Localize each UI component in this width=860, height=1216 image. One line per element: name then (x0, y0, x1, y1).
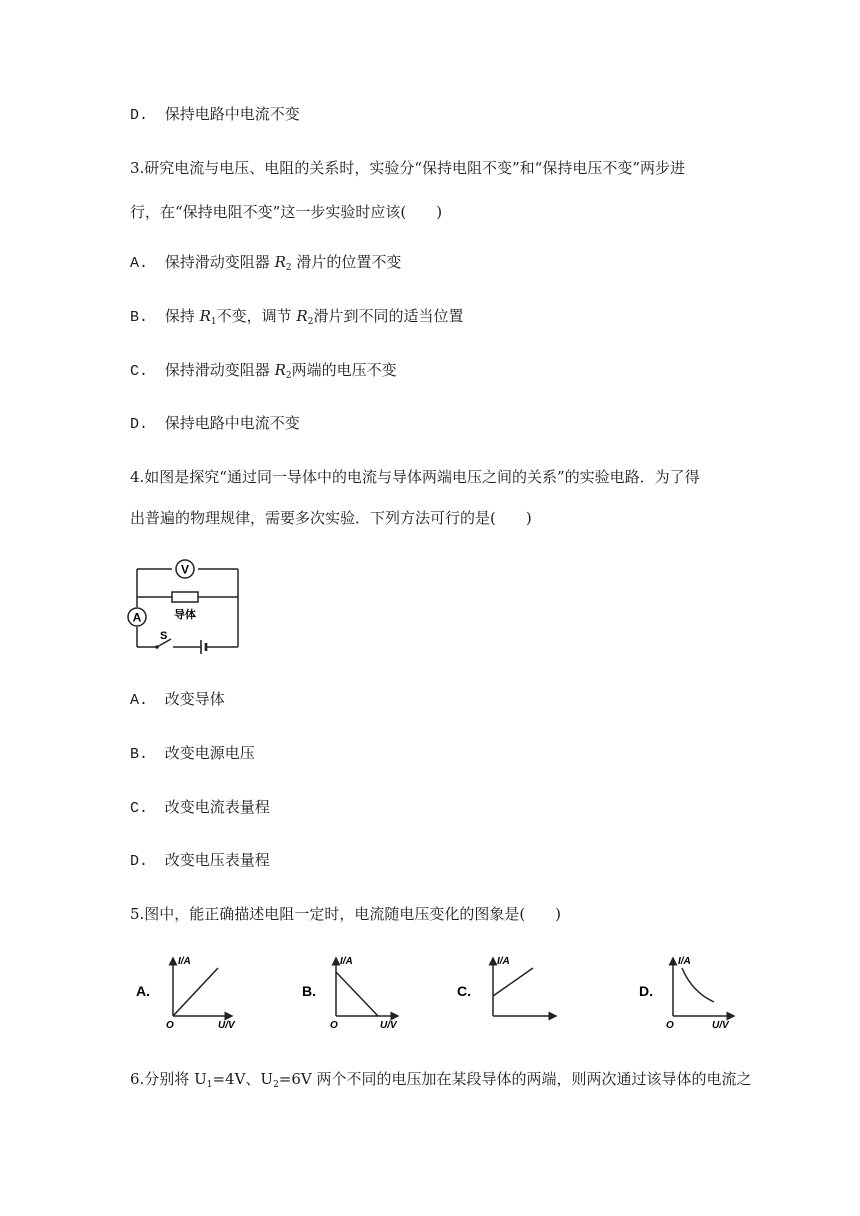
graph-a (136, 956, 236, 1030)
option-letter: B. (130, 746, 149, 763)
q3-stem-line1: 3.研究电流与电压、电阻的关系时，实验分“保持电阻不变”和“保持电压不变”两步进 (130, 159, 685, 177)
variable-subscript: 2 (285, 371, 292, 381)
q6-sub1: 1 (206, 1080, 213, 1090)
q5-stem: 5.图中，能正确描述电阻一定时，电流随电压变化的图象是( ) (130, 905, 562, 923)
q6-text-mid: =4V、U (212, 1070, 274, 1088)
graph-letter: B. (302, 983, 316, 999)
q6-text-pre: 6.分别将 U (130, 1070, 207, 1088)
q3-option-b (130, 306, 463, 332)
ammeter-label: A (132, 610, 142, 625)
option-letter: A. (130, 255, 149, 272)
option-letter: D. (130, 107, 149, 124)
variable-subscript: 2 (285, 263, 292, 273)
graph-d-curve (682, 968, 714, 1002)
option-text-pre: 保持 (164, 307, 195, 325)
option-letter: C. (130, 800, 149, 817)
graph-letter: A. (136, 983, 150, 999)
option-letter: B. (130, 309, 149, 326)
option-text-post: 滑片到不同的适当位置 (313, 307, 464, 325)
variable-r: R (274, 361, 286, 379)
option-text: 保持电路中电流不变 (164, 414, 300, 432)
q3-option-a (130, 252, 401, 278)
graph-options (120, 950, 740, 1030)
option-text-post: 两端的电压不变 (291, 361, 397, 379)
q4-option-b (130, 743, 255, 765)
q4-stem-line2: 出普遍的物理规律，需要多次实验．下列方法可行的是( ) (130, 509, 532, 527)
option-text-post: 滑片的位置不变 (296, 253, 402, 271)
variable-subscript: 1 (210, 317, 217, 327)
variable-r1: R (199, 307, 211, 325)
q6-text-post: =6V 两个不同的电压加在某段导体的两端，则两次通过该导体的电流之 (278, 1070, 752, 1088)
variable-r: R (274, 253, 286, 271)
graph-letter: C. (457, 983, 471, 999)
q4-option-c (130, 797, 270, 819)
option-text: 改变电流表量程 (164, 798, 270, 816)
resistor-label: 导体 (174, 609, 196, 621)
graph-xlabel: U/V (380, 1020, 397, 1030)
graph-origin: O (166, 1020, 174, 1030)
option-letter: D. (130, 853, 149, 870)
graph-c (457, 956, 556, 1016)
option-letter: D. (130, 416, 149, 433)
graph-b (302, 956, 398, 1030)
option-letter: C. (130, 363, 149, 380)
q6-stem (130, 1069, 752, 1095)
q4-option-d (130, 850, 270, 872)
option-text: 改变电源电压 (164, 744, 255, 762)
graph-d (639, 956, 734, 1030)
graph-ylabel: I/A (678, 956, 691, 967)
switch-label: S (160, 630, 168, 642)
graph-b-line (336, 972, 378, 1016)
q6-sub2: 2 (273, 1080, 279, 1090)
graph-a-line (173, 968, 218, 1016)
voltmeter-label: V (180, 562, 190, 577)
graph-xlabel: U/V (218, 1020, 235, 1030)
graph-origin: O (666, 1020, 674, 1030)
q4-stem-line1: 4.如图是探究“通过同一导体中的电流与导体两端电压之间的关系”的实验电路．为了得 (130, 468, 700, 486)
option-text: 改变电压表量程 (164, 851, 270, 869)
circuit-diagram (125, 555, 250, 655)
q4-option-a (130, 689, 225, 711)
graph-c-line (493, 968, 533, 996)
variable-subscript: 2 (307, 317, 314, 327)
option-text: 改变导体 (164, 690, 225, 708)
q3-stem-line2: 行，在“保持电阻不变”这一步实验时应该( ) (130, 203, 443, 221)
q3-option-c (130, 360, 397, 386)
option-text: 保持电路中电流不变 (164, 105, 300, 123)
graph-ylabel: I/A (178, 956, 191, 967)
graph-letter: D. (639, 983, 653, 999)
variable-r2: R (296, 307, 308, 325)
graph-ylabel: I/A (340, 956, 353, 967)
option-text-mid: 不变，调节 (216, 307, 292, 325)
option-letter: A. (130, 692, 149, 709)
q2-option-d (130, 104, 300, 126)
option-text-pre: 保持滑动变阻器 (164, 253, 270, 271)
q3-option-d (130, 413, 300, 435)
graph-xlabel: U/V (712, 1020, 729, 1030)
option-text-pre: 保持滑动变阻器 (164, 361, 270, 379)
graph-origin: O (330, 1020, 338, 1030)
graph-ylabel: I/A (497, 956, 510, 967)
conductor-resistor (172, 592, 198, 602)
